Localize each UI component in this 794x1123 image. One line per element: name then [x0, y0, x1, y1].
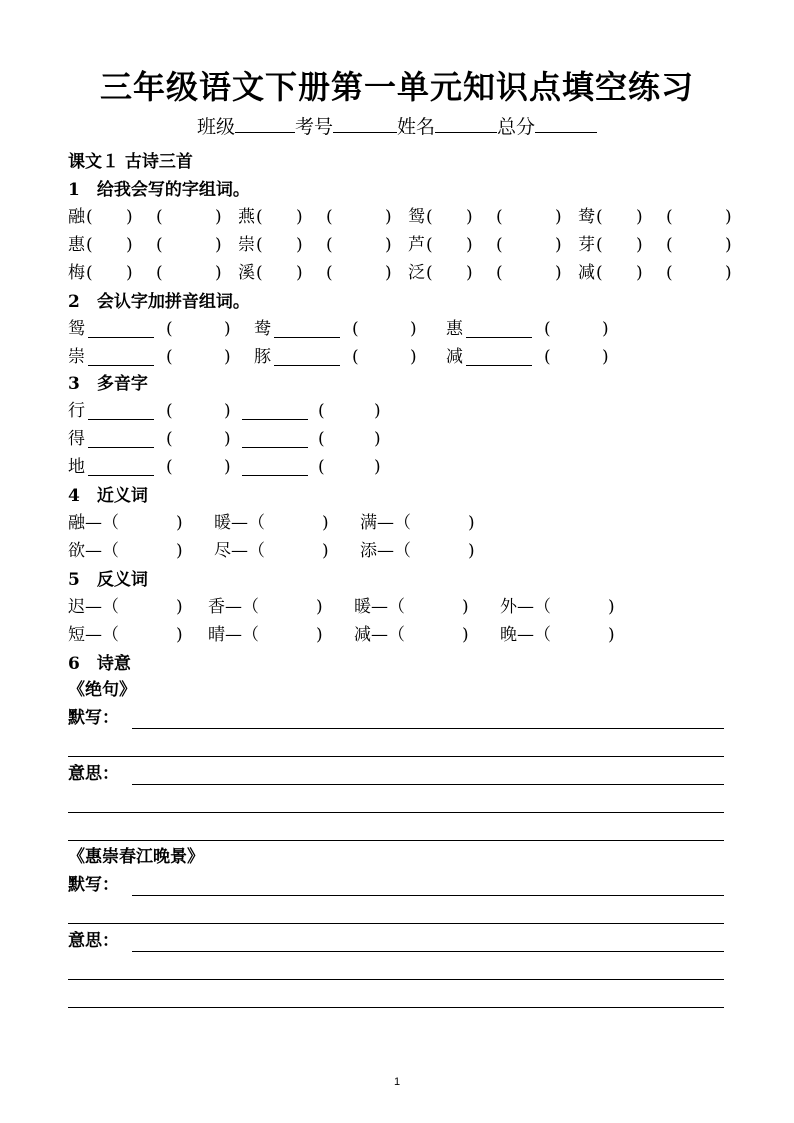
section-1-heading: 1 给我会写的字组词。: [68, 180, 250, 200]
open-paren[interactable]: (: [256, 235, 263, 255]
character: 鸯: [254, 319, 271, 339]
close-paren[interactable]: ): [224, 347, 231, 367]
open-paren[interactable]: (: [426, 235, 433, 255]
class-label: 班级: [196, 116, 235, 138]
antonym-item: 晴—（: [208, 625, 259, 645]
close-paren[interactable]: ): [296, 263, 303, 283]
close-paren[interactable]: ): [555, 263, 562, 283]
close-paren[interactable]: ): [215, 207, 222, 227]
exam-no-label: 考号: [294, 116, 333, 138]
close-paren[interactable]: ): [126, 207, 133, 227]
answer-line[interactable]: [68, 812, 724, 813]
answer-line[interactable]: [68, 979, 724, 980]
answer-underline[interactable]: [88, 401, 154, 420]
close-paren[interactable]: ): [385, 235, 392, 255]
poem-1-title: 《绝句》: [68, 680, 136, 700]
answer-underline[interactable]: [88, 347, 154, 366]
section-4-heading: 4 近义词: [68, 486, 148, 506]
character: 鸳: [408, 207, 425, 227]
synonym-item: 融—（: [68, 513, 119, 533]
poem-2-title: 《惠崇春江晚景》: [68, 847, 204, 867]
antonym-item: 外—（: [500, 597, 551, 617]
character: 溪: [238, 263, 255, 283]
section-5-heading: 5 反义词: [68, 570, 148, 590]
poem-1-dictation-label: 默写：: [68, 708, 119, 728]
close-paren[interactable]: ): [466, 235, 473, 255]
close-paren[interactable]: ): [725, 235, 732, 255]
poem-1-meaning-label: 意思：: [68, 764, 119, 784]
antonym-item: 暖—（: [354, 597, 405, 617]
page-title: 三年级语文下册第一单元知识点填空练习: [99, 68, 694, 106]
open-paren[interactable]: (: [666, 207, 673, 227]
open-paren[interactable]: (: [86, 263, 93, 283]
close-paren[interactable]: ): [410, 319, 417, 339]
character: 融: [68, 207, 85, 227]
close-paren[interactable]: ): [224, 457, 231, 477]
answer-line[interactable]: [132, 951, 724, 952]
close-paren[interactable]: ): [410, 347, 417, 367]
answer-underline[interactable]: [274, 347, 340, 366]
close-paren[interactable]: ): [374, 401, 381, 421]
close-paren[interactable]: ): [224, 319, 231, 339]
synonym-item: 添—（: [360, 541, 411, 561]
open-paren[interactable]: (: [326, 235, 333, 255]
open-paren[interactable]: (: [166, 457, 173, 477]
open-paren[interactable]: (: [166, 401, 173, 421]
close-paren[interactable]: ): [374, 457, 381, 477]
answer-line[interactable]: [132, 728, 724, 729]
close-paren[interactable]: ): [462, 625, 469, 645]
close-paren[interactable]: ): [602, 347, 609, 367]
page-number: 1: [393, 1076, 401, 1088]
open-paren[interactable]: (: [326, 207, 333, 227]
lesson-heading: 课文１ 古诗三首: [68, 152, 193, 172]
section-6-heading: 6 诗意: [68, 654, 131, 674]
answer-underline[interactable]: [88, 457, 154, 476]
name-label: 姓名: [397, 116, 436, 138]
open-paren[interactable]: (: [426, 263, 433, 283]
close-paren[interactable]: ): [224, 429, 231, 449]
synonym-item: 满—（: [360, 513, 411, 533]
close-paren[interactable]: ): [126, 263, 133, 283]
answer-line[interactable]: [68, 923, 724, 924]
open-paren[interactable]: (: [86, 207, 93, 227]
name-blank[interactable]: [435, 114, 497, 133]
open-paren[interactable]: (: [596, 263, 603, 283]
close-paren[interactable]: ): [176, 541, 183, 561]
score-blank[interactable]: [535, 114, 597, 133]
open-paren[interactable]: (: [156, 235, 163, 255]
answer-underline[interactable]: [242, 457, 308, 476]
close-paren[interactable]: ): [466, 207, 473, 227]
synonym-item: 暖—（: [214, 513, 265, 533]
close-paren[interactable]: ): [316, 625, 323, 645]
answer-line[interactable]: [132, 784, 724, 785]
close-paren[interactable]: ): [608, 597, 615, 617]
close-paren[interactable]: ): [468, 513, 475, 533]
open-paren[interactable]: (: [256, 263, 263, 283]
character: 崇: [68, 347, 85, 367]
close-paren[interactable]: ): [176, 597, 183, 617]
close-paren[interactable]: ): [636, 235, 643, 255]
open-paren[interactable]: (: [352, 347, 359, 367]
character: 行: [68, 401, 85, 421]
close-paren[interactable]: ): [602, 319, 609, 339]
close-paren[interactable]: ): [374, 429, 381, 449]
close-paren[interactable]: ): [385, 207, 392, 227]
answer-underline[interactable]: [274, 319, 340, 338]
class-blank[interactable]: [235, 114, 295, 133]
close-paren[interactable]: ): [215, 235, 222, 255]
open-paren[interactable]: (: [166, 347, 173, 367]
open-paren[interactable]: (: [256, 207, 263, 227]
close-paren[interactable]: ): [636, 263, 643, 283]
character: 泛: [408, 263, 425, 283]
close-paren[interactable]: ): [555, 235, 562, 255]
character: 鸳: [68, 319, 85, 339]
close-paren[interactable]: ): [466, 263, 473, 283]
character: 芦: [408, 235, 425, 255]
open-paren[interactable]: (: [426, 207, 433, 227]
close-paren[interactable]: ): [296, 207, 303, 227]
character: 梅: [68, 263, 85, 283]
close-paren[interactable]: ): [462, 597, 469, 617]
character: 惠: [68, 235, 85, 255]
close-paren[interactable]: ): [176, 625, 183, 645]
character: 惠: [446, 319, 463, 339]
character: 得: [68, 429, 85, 449]
antonym-item: 香—（: [208, 597, 259, 617]
antonym-item: 迟—（: [68, 597, 119, 617]
close-paren[interactable]: ): [215, 263, 222, 283]
character: 燕: [238, 207, 255, 227]
open-paren[interactable]: (: [544, 319, 551, 339]
close-paren[interactable]: ): [725, 207, 732, 227]
answer-underline[interactable]: [88, 319, 154, 338]
open-paren[interactable]: (: [86, 235, 93, 255]
answer-underline[interactable]: [88, 429, 154, 448]
answer-underline[interactable]: [466, 347, 532, 366]
score-label: 总分: [497, 116, 536, 138]
open-paren[interactable]: (: [156, 207, 163, 227]
open-paren[interactable]: (: [596, 207, 603, 227]
character: 减: [446, 347, 463, 367]
section-3-heading: 3 多音字: [68, 374, 148, 394]
close-paren[interactable]: ): [316, 597, 323, 617]
character: 地: [68, 457, 85, 477]
answer-line[interactable]: [132, 895, 724, 896]
open-paren[interactable]: (: [166, 319, 173, 339]
open-paren[interactable]: (: [496, 235, 503, 255]
close-paren[interactable]: ): [636, 207, 643, 227]
synonym-item: 尽—（: [214, 541, 265, 561]
exam-no-blank[interactable]: [333, 114, 397, 133]
poem-2-meaning-label: 意思：: [68, 931, 119, 951]
open-paren[interactable]: (: [596, 235, 603, 255]
close-paren[interactable]: ): [126, 235, 133, 255]
answer-line[interactable]: [68, 840, 724, 841]
answer-line[interactable]: [68, 1007, 724, 1008]
synonym-item: 欲—（: [68, 541, 119, 561]
answer-underline[interactable]: [242, 429, 308, 448]
antonym-item: 短—（: [68, 625, 119, 645]
character: 崇: [238, 235, 255, 255]
close-paren[interactable]: ): [608, 625, 615, 645]
section-2-heading: 2 会认字加拼音组词。: [68, 292, 250, 312]
answer-underline[interactable]: [242, 401, 308, 420]
close-paren[interactable]: ): [385, 263, 392, 283]
close-paren[interactable]: ): [468, 541, 475, 561]
antonym-item: 晚—（: [500, 625, 551, 645]
close-paren[interactable]: ): [555, 207, 562, 227]
close-paren[interactable]: ): [322, 513, 329, 533]
close-paren[interactable]: ): [176, 513, 183, 533]
open-paren[interactable]: (: [156, 263, 163, 283]
open-paren[interactable]: (: [318, 401, 325, 421]
open-paren[interactable]: (: [318, 429, 325, 449]
antonym-item: 减—（: [354, 625, 405, 645]
open-paren[interactable]: (: [326, 263, 333, 283]
open-paren[interactable]: (: [352, 319, 359, 339]
close-paren[interactable]: ): [322, 541, 329, 561]
open-paren[interactable]: (: [166, 429, 173, 449]
close-paren[interactable]: ): [725, 263, 732, 283]
open-paren[interactable]: (: [666, 263, 673, 283]
open-paren[interactable]: (: [496, 263, 503, 283]
answer-line[interactable]: [68, 756, 724, 757]
character: 豚: [254, 347, 271, 367]
poem-2-dictation-label: 默写：: [68, 875, 119, 895]
close-paren[interactable]: ): [296, 235, 303, 255]
open-paren[interactable]: (: [666, 235, 673, 255]
answer-underline[interactable]: [466, 319, 532, 338]
character: 鸯: [578, 207, 595, 227]
student-info-line: [0, 112, 794, 139]
character: 减: [578, 263, 595, 283]
open-paren[interactable]: (: [496, 207, 503, 227]
close-paren[interactable]: ): [224, 401, 231, 421]
character: 芽: [578, 235, 595, 255]
open-paren[interactable]: (: [544, 347, 551, 367]
open-paren[interactable]: (: [318, 457, 325, 477]
